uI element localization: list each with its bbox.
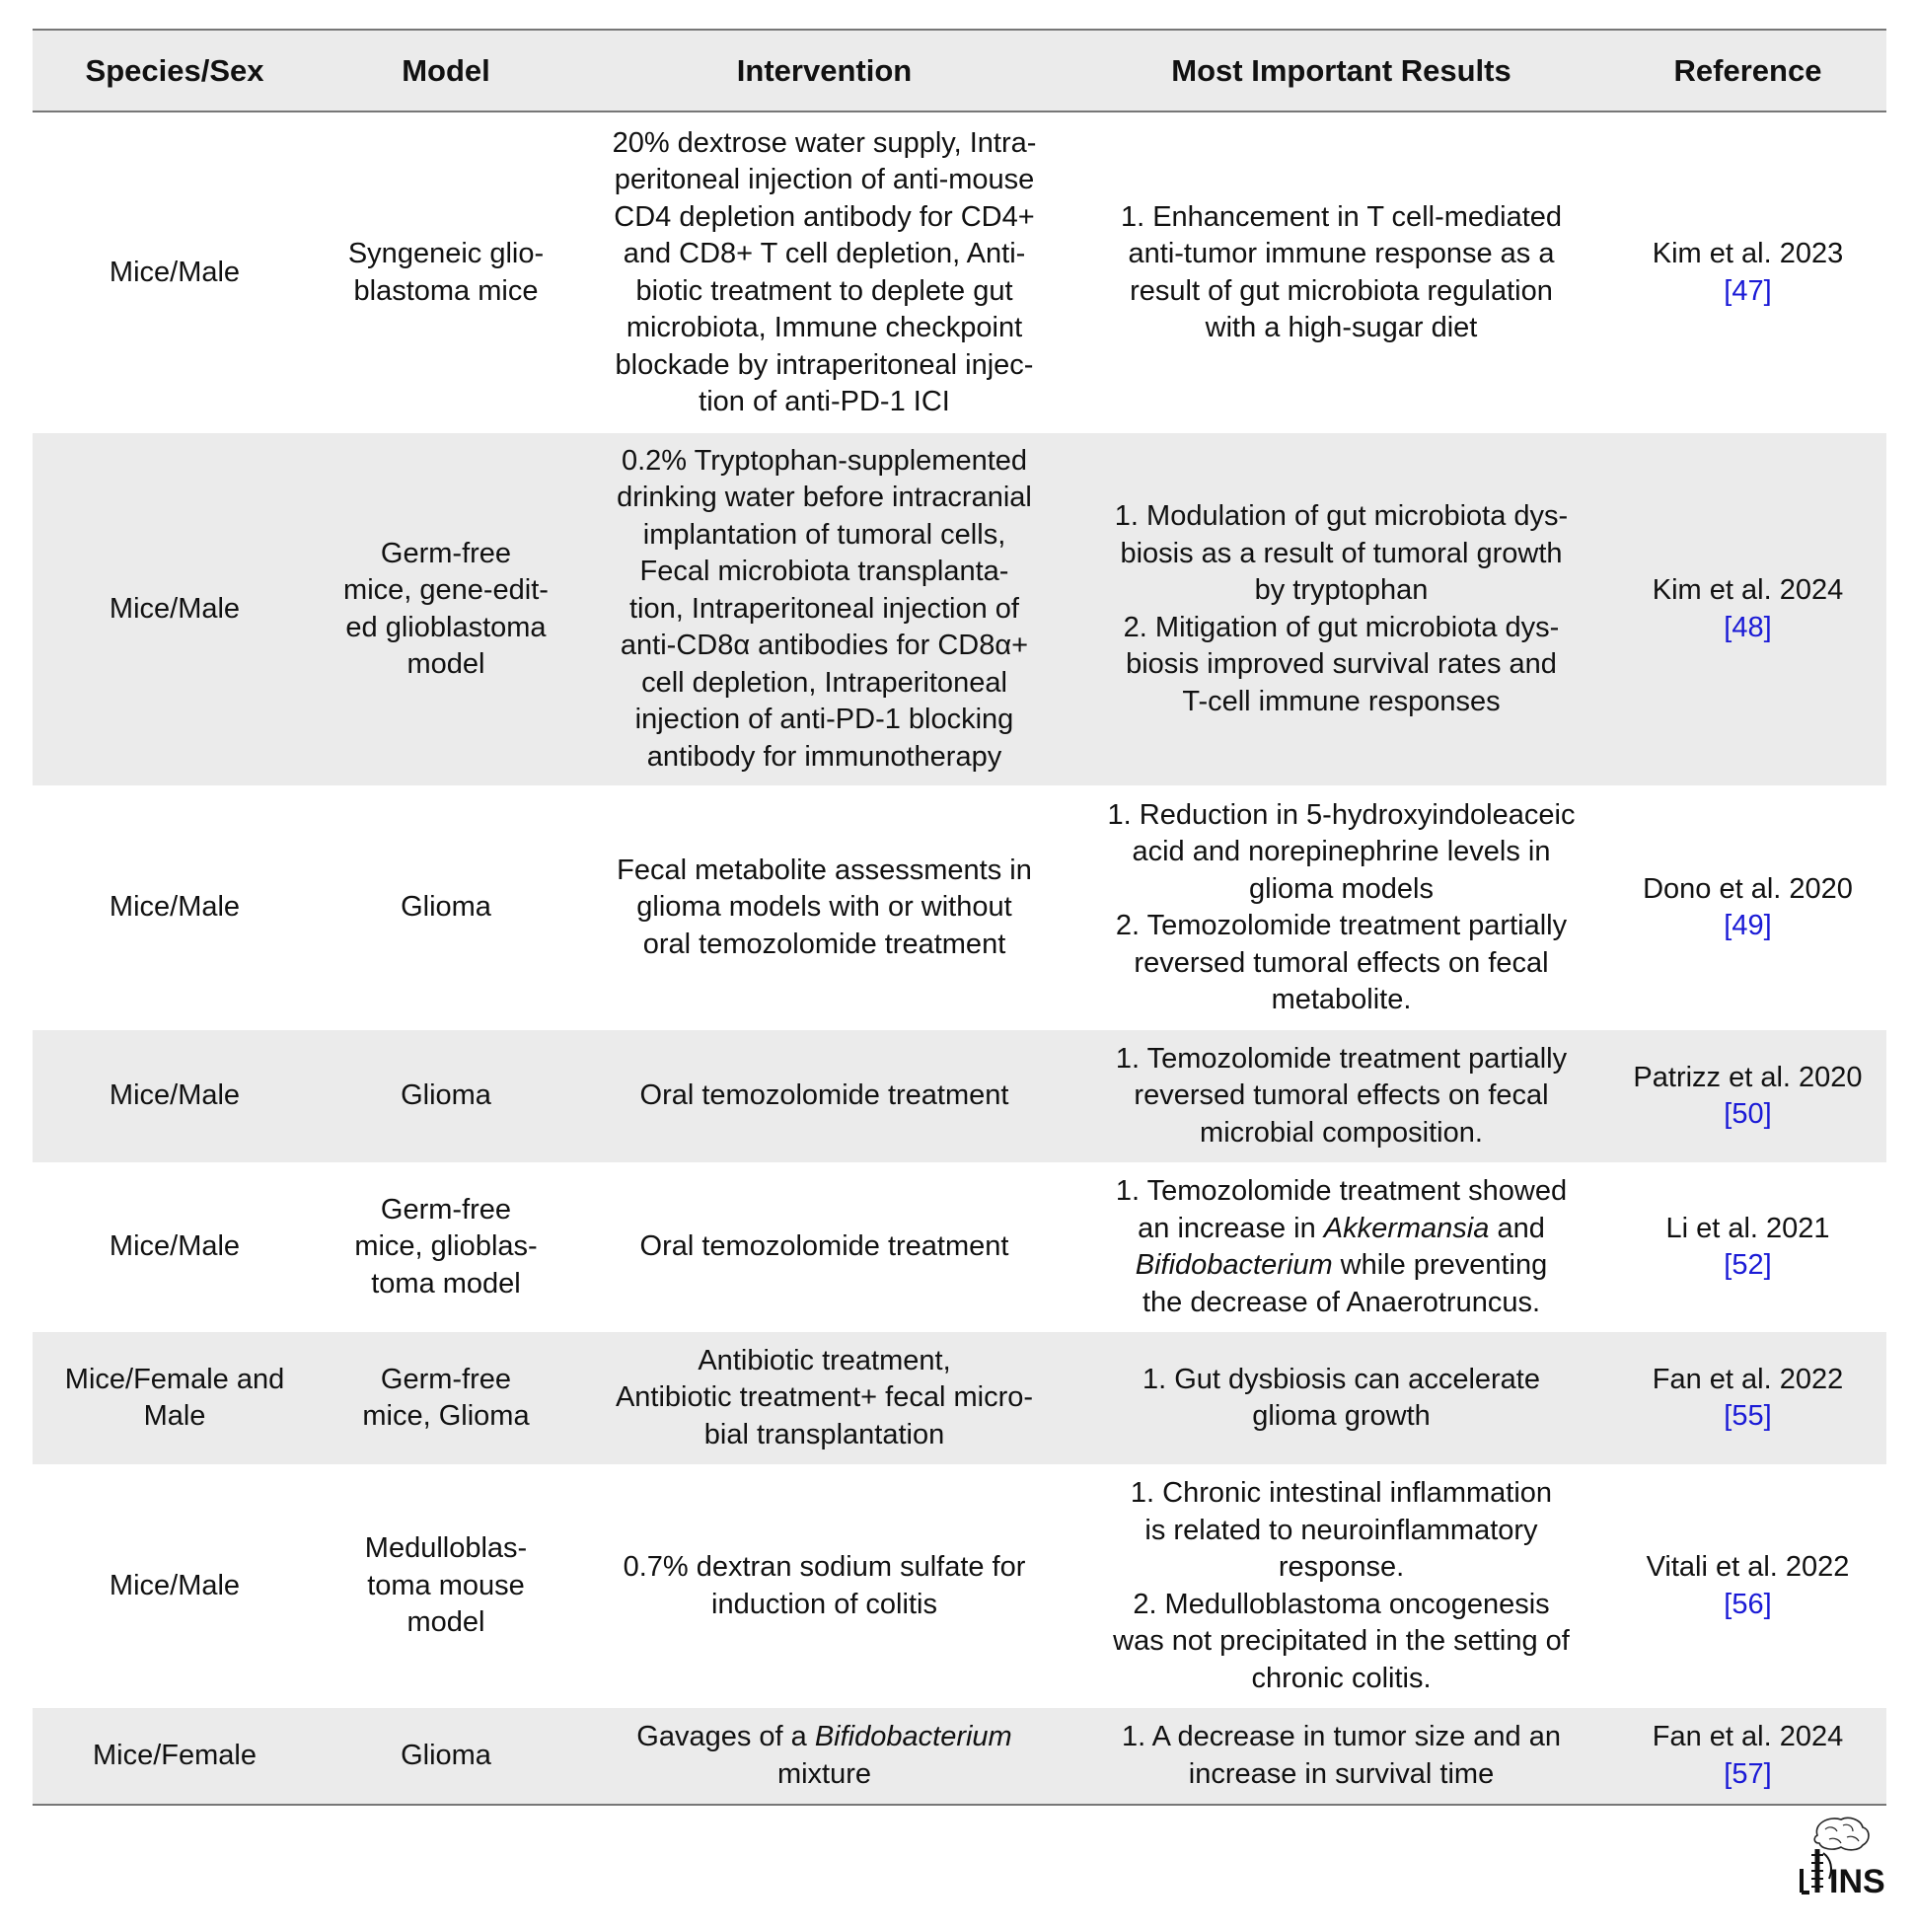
model-cell: Medulloblas- toma mouse model bbox=[364, 1532, 528, 1639]
results-cell: 1. Reduction in 5-hydroxyindoleaceic acid and norepinephrine levels in glioma models 2. Temozolomide treatment partially reversed tumoral effects on fecal metabolite. bbox=[1107, 798, 1576, 1015]
taxon-name: Bifidobacterium bbox=[1135, 1249, 1333, 1281]
species-cell: Mice/Male bbox=[109, 1569, 241, 1601]
species-cell: Mice/Male bbox=[109, 1079, 241, 1112]
header-row bbox=[33, 30, 1886, 111]
intervention-cell: 20% dextrose water supply, Intra- peritoneal injection of anti-mouse CD4 depletion antibody for CD4+ and CD8+ T cell depletion, Anti- biotic treatment to deplete gut microbiota, Immune checkpoint blockade by intraperitoneal injec- tion of anti-PD-1 ICI bbox=[612, 126, 1037, 417]
model-cell: Germ-free mice, Glioma bbox=[362, 1363, 530, 1432]
results-line: an increase in Akkermansia and bbox=[1138, 1212, 1545, 1244]
intervention-cell bbox=[575, 1708, 1073, 1805]
results-cell bbox=[1073, 1162, 1609, 1332]
results-cell: 1. Temozolomide treatment partially reversed tumoral effects on fecal microbial composition. bbox=[1115, 1042, 1568, 1149]
brain-spine-logo-icon bbox=[1788, 1814, 1896, 1896]
header-intervention: Intervention bbox=[736, 52, 913, 88]
reference-cell bbox=[1609, 433, 1886, 785]
taxon-name: Bifidobacterium bbox=[814, 1721, 1012, 1752]
reference-link[interactable]: [ 56 ] bbox=[1623, 1587, 1873, 1624]
model-cell: Glioma bbox=[401, 1079, 491, 1112]
studies-table bbox=[33, 29, 1886, 1806]
species-cell: Mice/Male bbox=[109, 1230, 241, 1263]
species-cell: Mice/Male bbox=[109, 891, 241, 924]
intervention-cell: 0.2% Tryptophan-supplemented drinking water before intracranial implantation of tumoral cells, Fecal microbiota transplanta- tion, Intraperitoneal injection of anti-CD8α antibodies for CD8α+ cell depletion, Intraperitoneal injection of anti-PD-1 blocking antibody for immunotherapy bbox=[617, 444, 1032, 773]
reference-link[interactable]: [ 47 ] bbox=[1623, 273, 1873, 311]
species-cell: Mice/Male bbox=[109, 592, 241, 625]
table-row bbox=[33, 1162, 1886, 1332]
model-cell: Germ-free mice, glioblas- toma model bbox=[354, 1193, 538, 1300]
results-cell: 1. A decrease in tumor size and an increase in survival time bbox=[1122, 1721, 1561, 1790]
reference-cell bbox=[1609, 1030, 1886, 1162]
header-reference: Reference bbox=[1673, 52, 1822, 88]
intervention-cell: Oral temozolomide treatment bbox=[639, 1230, 1009, 1263]
header-species-sex: Species/Sex bbox=[85, 52, 264, 88]
logo-text: INS bbox=[1829, 1863, 1885, 1896]
intervention-line: Gavages of a Bifidobacterium bbox=[636, 1721, 1012, 1752]
intervention-cell: Fecal metabolite assessments in glioma models with or without oral temozolomide treatment bbox=[617, 854, 1032, 960]
intervention-cell: Oral temozolomide treatment bbox=[639, 1079, 1009, 1112]
reference-cell bbox=[1609, 111, 1886, 433]
species-cell: Mice/Female bbox=[93, 1739, 257, 1771]
table-row bbox=[33, 1708, 1886, 1805]
species-cell: Mice/Male bbox=[109, 256, 241, 288]
results-cell: 1. Chronic intestinal inflammation is related to neuroinflammatory response. 2. Medulloblastoma oncogenesis was not precipitated in the setting of chronic colitis. bbox=[1113, 1477, 1570, 1694]
results-line: Bifidobacterium while preventing bbox=[1135, 1249, 1548, 1281]
reference-text: Dono et al. 2020 bbox=[1643, 872, 1853, 905]
reference-cell bbox=[1609, 1162, 1886, 1332]
header-model: Model bbox=[402, 52, 490, 88]
results-cell: 1. Enhancement in T cell-mediated anti-tumor immune response as a result of gut microbiota regulation with a high-sugar diet bbox=[1120, 200, 1563, 343]
reference-text: Vitali et al. 2022 bbox=[1646, 1551, 1850, 1583]
reference-text: Kim et al. 2024 bbox=[1652, 574, 1844, 606]
reference-text: Fan et al. 2022 bbox=[1652, 1363, 1844, 1395]
results-cell: 1. Gut dysbiosis can accelerate glioma growth bbox=[1142, 1363, 1540, 1432]
reference-link[interactable]: [ 50 ] bbox=[1623, 1096, 1873, 1134]
results-cell: 1. Modulation of gut microbiota dys- biosis as a result of tumoral growth by tryptophan 2. Mitigation of gut microbiota dys- biosis improved survival rates and T-cell immune responses bbox=[1114, 500, 1569, 717]
reference-cell bbox=[1609, 1332, 1886, 1464]
table-row bbox=[33, 1030, 1886, 1162]
table-row bbox=[33, 111, 1886, 433]
table-row bbox=[33, 1332, 1886, 1464]
data-table-container bbox=[33, 29, 1886, 1806]
results-line: the decrease of Anaerotruncus. bbox=[1142, 1286, 1541, 1318]
reference-cell bbox=[1609, 1464, 1886, 1708]
reference-link[interactable]: [ 49 ] bbox=[1623, 908, 1873, 945]
header-results: Most Important Results bbox=[1171, 52, 1511, 88]
model-cell: Glioma bbox=[401, 891, 491, 924]
reference-text: Patrizz et al. 2020 bbox=[1633, 1061, 1863, 1093]
results-line: 1. Temozolomide treatment showed bbox=[1115, 1175, 1568, 1207]
reference-link[interactable]: [ 55 ] bbox=[1623, 1398, 1873, 1436]
reference-link[interactable]: [ 57 ] bbox=[1623, 1756, 1873, 1794]
taxon-name: Akkermansia bbox=[1323, 1212, 1490, 1244]
reference-text: Li et al. 2021 bbox=[1665, 1212, 1830, 1244]
intervention-cell: Antibiotic treatment, Antibiotic treatment+ fecal micro- bial transplantation bbox=[615, 1344, 1034, 1450]
model-cell: Glioma bbox=[401, 1739, 491, 1771]
model-cell: Germ-free mice, gene-edit- ed glioblastoma model bbox=[343, 537, 549, 680]
reference-cell bbox=[1609, 785, 1886, 1030]
reference-text: Kim et al. 2023 bbox=[1652, 238, 1844, 269]
species-cell: Mice/Female and Male bbox=[64, 1363, 285, 1432]
reference-text: Fan et al. 2024 bbox=[1652, 1721, 1844, 1752]
reference-cell bbox=[1609, 1708, 1886, 1805]
journal-logo bbox=[1788, 1814, 1896, 1896]
model-cell: Syngeneic glio- blastoma mice bbox=[347, 238, 545, 307]
intervention-cell: 0.7% dextran sodium sulfate for induction of colitis bbox=[623, 1551, 1026, 1620]
table-row bbox=[33, 433, 1886, 785]
reference-link[interactable]: [ 48 ] bbox=[1623, 610, 1873, 647]
table-row bbox=[33, 1464, 1886, 1708]
reference-link[interactable]: [ 52 ] bbox=[1623, 1247, 1873, 1285]
intervention-line: mixture bbox=[776, 1757, 872, 1790]
table-row bbox=[33, 785, 1886, 1030]
